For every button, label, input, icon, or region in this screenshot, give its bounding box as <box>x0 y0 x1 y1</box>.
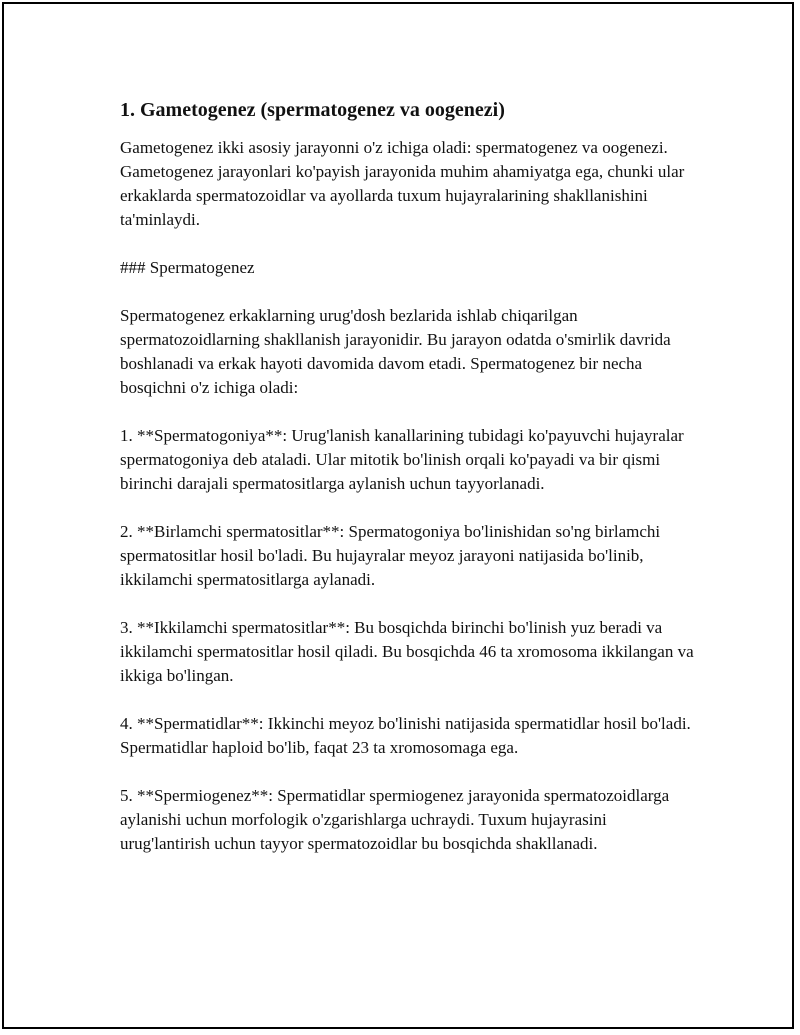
document-body <box>120 96 700 880</box>
intro-paragraph: Gametogenez ikki asosiy jarayonni o'z ichiga oladi: spermatogenez va oogenezi. Gametogenez jarayonlari ko'payish jarayonida muhim ahamiyatga ega, chunki ular erkaklarda spermatozoidlar va ayollarda tuxum hujayralarining shakllanishini ta'minlaydi. <box>120 138 685 229</box>
section-heading-spermatogenez: ### Spermatogenez <box>120 258 255 277</box>
document-title: 1. Gametogenez (spermatogenez va oogenezi) <box>120 99 505 121</box>
spermatogenez-paragraph: Spermatogenez erkaklarning urug'dosh bezlarida ishlab chiqarilgan spermatozoidlarning shakllanish jarayonidir. Bu jarayon odatda o'smirlik davrida boshlanadi va erkak hayoti davomida davom etadi. Spermatogenez bir necha bosqichni o'z ichiga oladi: <box>120 306 671 397</box>
list-item-spermatogoniya: 1. **Spermatogoniya**: Urug'lanish kanallarining tubidagi ko'payuvchi hujayralar spermatogoniya deb ataladi. Ular mitotik bo'linish orqali ko'payadi va bir qismi birinchi darajali spermatositlarga aylanish uchun tayyorlanadi. <box>120 426 684 493</box>
list-item-spermatidlar: 4. **Spermatidlar**: Ikkinchi meyoz bo'linishi natijasida spermatidlar hosil bo'ladi. Spermatidlar haploid bo'lib, faqat 23 ta xromosomaga ega. <box>120 714 691 757</box>
list-item-spermiogenez: 5. **Spermiogenez**: Spermatidlar spermiogenez jarayonida spermatozoidlarga aylanishi uchun morfologik o'zgarishlarga uchraydi. Tuxum hujayrasini urug'lantirish uchun tayyor spermatozoidlar bu bosqichda shakllanadi. <box>120 786 670 853</box>
list-item-birlamchi-spermatositlar: 2. **Birlamchi spermatositlar**: Spermatogoniya bo'linishidan so'ng birlamchi spermatositlar hosil bo'ladi. Bu hujayralar meyoz jarayoni natijasida bo'linib, ikkilamchi spermatositlarga aylanadi. <box>120 522 661 589</box>
list-item-ikkilamchi-spermatositlar: 3. **Ikkilamchi spermatositlar**: Bu bosqichda birinchi bo'linish yuz beradi va ikkilamchi spermatositlar hosil qiladi. Bu bosqichda 46 ta xromosoma ikkilangan va ikkiga bo'lingan. <box>120 618 694 685</box>
page-frame <box>2 2 794 1029</box>
